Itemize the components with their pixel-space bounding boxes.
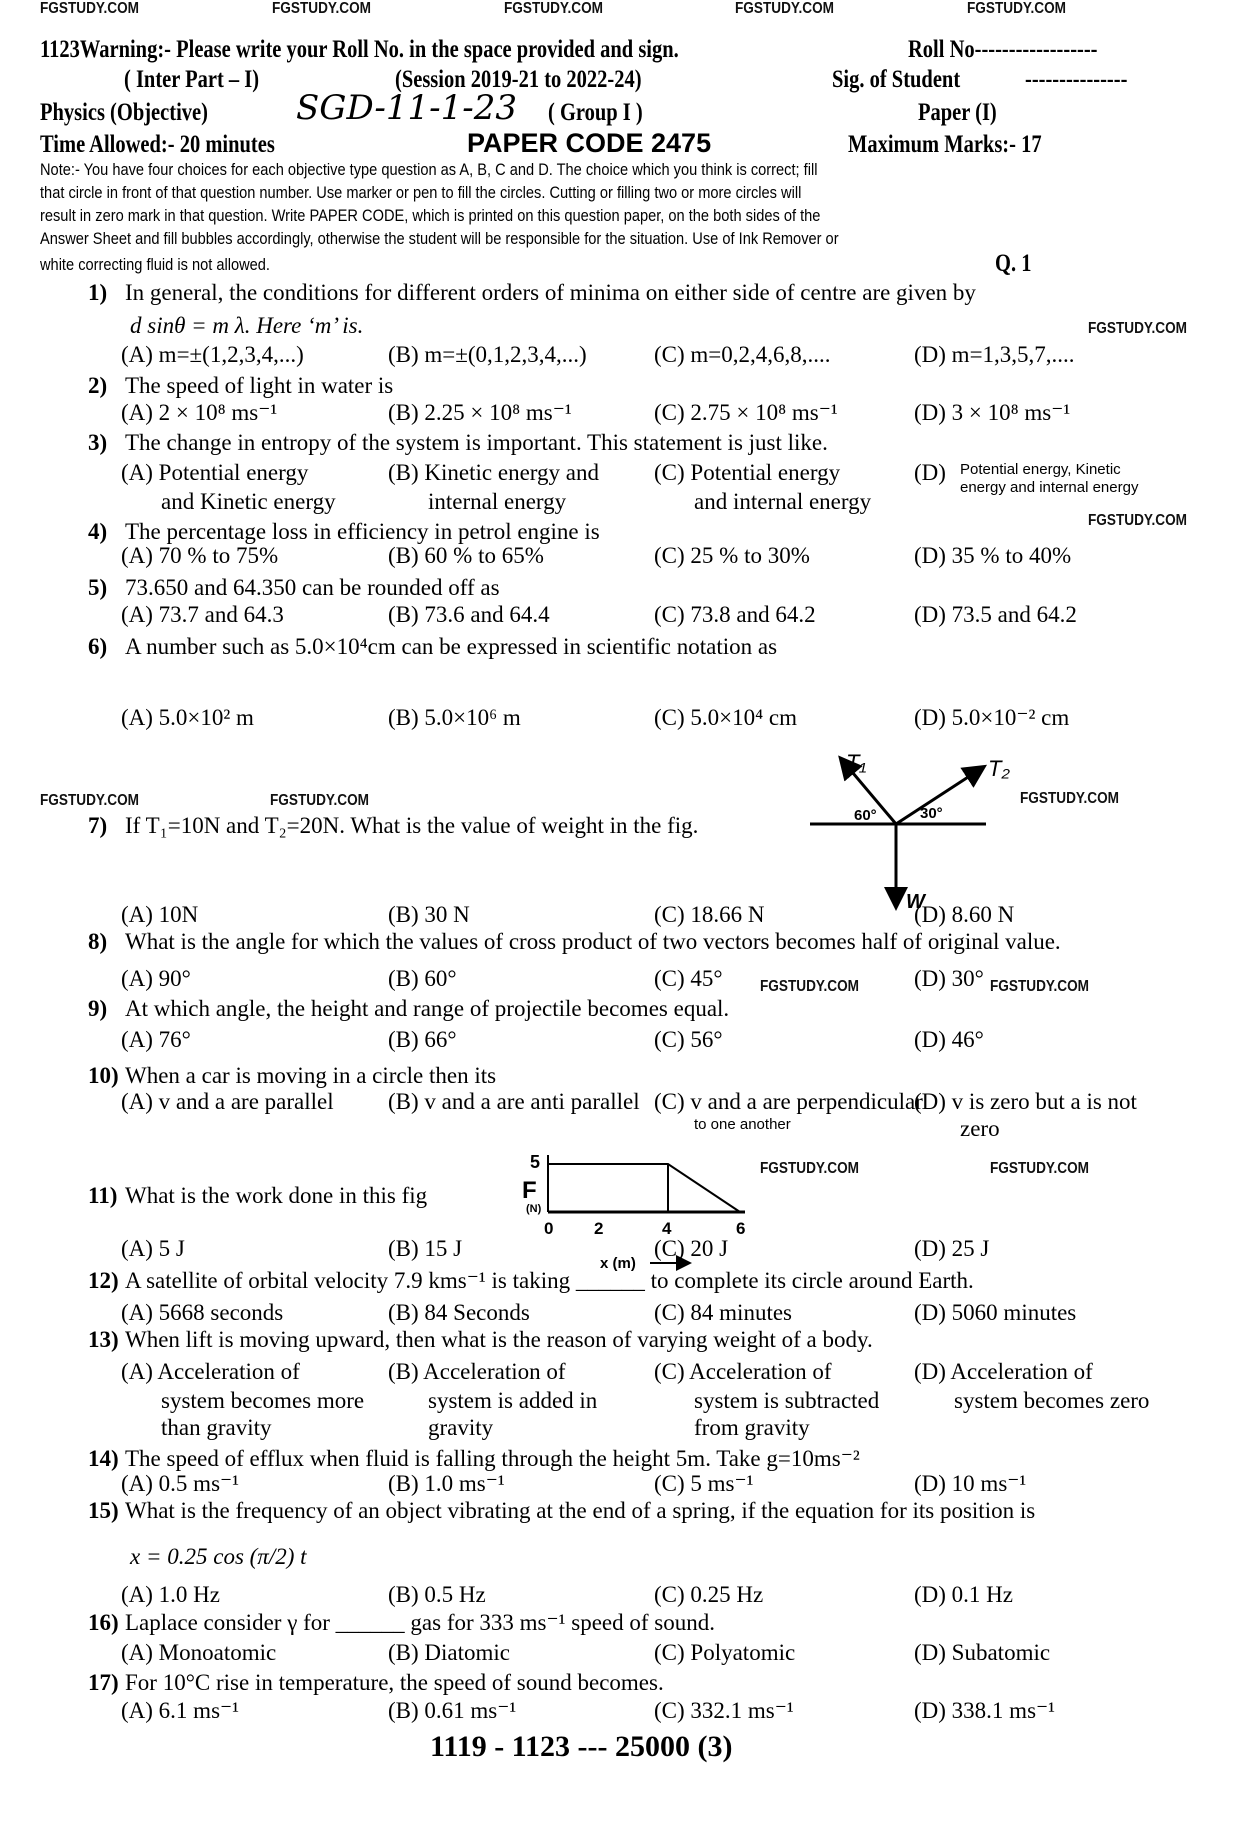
watermark: FGSTUDY.COM	[967, 0, 1066, 17]
subject: Physics (Objective)	[40, 99, 208, 126]
note-line: Answer Sheet and fill bubbles accordingly, otherwise the student will be responsible for the situation. Use of Ink Remover or	[40, 229, 839, 248]
watermark: FGSTUDY.COM	[1088, 512, 1187, 529]
option-b[interactable]: (B) v and a are anti parallel	[388, 1089, 640, 1114]
option-d-continued[interactable]: Potential energy, Kinetic energy and internal energy	[960, 461, 1139, 496]
option-c[interactable]: (C) 0.25 Hz	[654, 1582, 764, 1607]
question-number: 2)	[88, 373, 108, 398]
handwritten-date: SGD-11-1-23	[296, 88, 517, 128]
option-a[interactable]: (A) v and a are parallel	[121, 1089, 334, 1114]
question-text: In general, the conditions for different orders of minima on either side of centre are given by	[125, 280, 976, 305]
question-text: The speed of efflux when fluid is falling through the height 5m. Take g=10ms⁻²	[125, 1446, 860, 1471]
option-a[interactable]: (A) 6.1 ms⁻¹	[121, 1698, 240, 1723]
option-c-continued[interactable]: from gravity	[694, 1415, 810, 1440]
option-c[interactable]: (C) m=0,2,4,6,8,....	[654, 342, 831, 367]
force-curve	[548, 1164, 740, 1212]
question-label: Q. 1	[995, 250, 1032, 277]
option-a[interactable]: (A) 10N	[121, 902, 199, 927]
question-number: 5)	[88, 575, 108, 600]
option-c[interactable]: (C) Polyatomic	[654, 1640, 796, 1665]
watermark: FGSTUDY.COM	[504, 0, 603, 17]
x-tick-label: 6	[736, 1219, 746, 1238]
option-b[interactable]: (B) 60 % to 65%	[388, 543, 544, 568]
y-axis-label: F	[522, 1177, 537, 1204]
question-formula: x = 0.25 cos (π/2) t	[130, 1544, 307, 1569]
option-a[interactable]: (A) 5668 seconds	[121, 1300, 284, 1325]
option-a[interactable]: (A) 76°	[121, 1027, 191, 1052]
question-number: 4)	[88, 519, 108, 544]
watermark: FGSTUDY.COM	[760, 978, 859, 995]
option-d[interactable]: (D) 3 × 10⁸ ms⁻¹	[914, 400, 1071, 425]
option-d[interactable]: (D) 10 ms⁻¹	[914, 1471, 1027, 1496]
option-c[interactable]: (C) 73.8 and 64.2	[654, 602, 816, 627]
note-line: white correcting fluid is not allowed.	[40, 255, 270, 274]
question-number: 14)	[88, 1446, 119, 1471]
option-c[interactable]: (C) Potential energy	[654, 460, 841, 485]
option-b[interactable]: (B) 5.0×10⁶ m	[388, 705, 521, 730]
option-a[interactable]: (A) 2 × 10⁸ ms⁻¹	[121, 400, 278, 425]
option-a[interactable]: (A) Potential energy	[121, 460, 309, 485]
option-a[interactable]: (A) 73.7 and 64.3	[121, 602, 284, 627]
option-d[interactable]: (D) 35 % to 40%	[914, 543, 1072, 568]
question-text: What is the frequency of an object vibrating at the end of a spring, if the equation for its position is	[125, 1498, 1036, 1523]
watermark: FGSTUDY.COM	[272, 0, 371, 17]
option-d[interactable]: (D) Acceleration of	[914, 1359, 1093, 1384]
option-a[interactable]: (A) 5.0×10² m	[121, 705, 254, 730]
time-allowed: Time Allowed:- 20 minutes	[40, 131, 275, 158]
option-b[interactable]: (B) 60°	[388, 966, 457, 991]
watermark: FGSTUDY.COM	[990, 1160, 1089, 1177]
option-c[interactable]: (C) 20 J	[654, 1236, 729, 1261]
option-b[interactable]: (B) m=±(0,1,2,3,4,...)	[388, 342, 587, 367]
question-number: 9)	[88, 996, 108, 1021]
question-number: 12)	[88, 1268, 119, 1293]
question-number: 7)	[88, 813, 108, 838]
option-d[interactable]: (D) 5060 minutes	[914, 1300, 1077, 1325]
option-b[interactable]: (B) 73.6 and 64.4	[388, 602, 550, 627]
question-number: 17)	[88, 1670, 119, 1695]
option-c-continued[interactable]: and internal energy	[694, 489, 872, 514]
option-c[interactable]: (C) 5.0×10⁴ cm	[654, 705, 797, 730]
footer-code: 1119 - 1123 --- 25000 (3)	[430, 1730, 733, 1763]
option-a[interactable]: (A) Monoatomic	[121, 1640, 277, 1665]
option-a-continued[interactable]: than gravity	[161, 1415, 272, 1440]
watermark: FGSTUDY.COM	[735, 0, 834, 17]
option-d[interactable]: (D) m=1,3,5,7,....	[914, 342, 1075, 367]
option-c[interactable]: (C) Acceleration of	[654, 1359, 832, 1384]
option-b[interactable]: (B) 2.25 × 10⁸ ms⁻¹	[388, 400, 572, 425]
option-d[interactable]: (D) 5.0×10⁻² cm	[914, 705, 1070, 730]
option-a[interactable]: (A) m=±(1,2,3,4,...)	[121, 342, 304, 367]
note-line: Note:- You have four choices for each objective type question as A, B, C and D. The choice which you think is correct; fill	[40, 160, 818, 179]
option-c[interactable]: (C) 18.66 N	[654, 902, 765, 927]
t1-label: T₁	[846, 750, 867, 775]
watermark: FGSTUDY.COM	[1088, 320, 1187, 337]
paper-number: Paper (I)	[918, 99, 997, 126]
x-axis-label: x (m)	[600, 1255, 636, 1272]
option-c[interactable]: (C) 45°	[654, 966, 723, 991]
x-tick-label: 2	[594, 1219, 604, 1238]
watermark: FGSTUDY.COM	[1020, 790, 1119, 807]
option-d-continued[interactable]: system becomes zero	[954, 1388, 1150, 1413]
watermark: FGSTUDY.COM	[270, 792, 369, 809]
option-c-continued[interactable]: to one another	[694, 1116, 791, 1133]
option-b[interactable]: (B) Acceleration of	[388, 1359, 566, 1384]
option-d[interactable]: (D) 8.60 N	[914, 902, 1015, 927]
maximum-marks: Maximum Marks:- 17	[848, 131, 1042, 158]
weight-label: W	[906, 891, 925, 913]
question-number: 6)	[88, 634, 108, 659]
paper-code: PAPER CODE 2475	[467, 128, 712, 158]
x-tick-label: 0	[544, 1219, 554, 1238]
question-number: 1)	[88, 280, 108, 305]
option-d[interactable]: (D) v is zero but a is not	[914, 1089, 1137, 1114]
option-c[interactable]: (C) 56°	[654, 1027, 723, 1052]
angle-label: 30°	[920, 805, 943, 822]
question-text: For 10°C rise in temperature, the speed of sound becomes.	[125, 1670, 664, 1695]
option-d[interactable]: (D) 0.1 Hz	[914, 1582, 1013, 1607]
question-number: 8)	[88, 929, 108, 954]
watermark: FGSTUDY.COM	[990, 978, 1089, 995]
question-number: 3)	[88, 430, 108, 455]
signature-field[interactable]: ---------------	[1025, 66, 1128, 93]
option-b[interactable]: (B) 15 J	[388, 1236, 463, 1261]
y-tick-label: 5	[530, 1152, 541, 1172]
option-d[interactable]: (D) 30°	[914, 966, 984, 991]
option-b[interactable]: (B) Diatomic	[388, 1640, 510, 1665]
watermark: FGSTUDY.COM	[40, 0, 139, 17]
force-diagram	[810, 750, 1010, 915]
question-text: What is the angle for which the values of cross product of two vectors becomes half of original value.	[125, 929, 1061, 954]
session: (Session 2019-21 to 2022-24)	[395, 66, 642, 93]
question-text: A number such as 5.0×10⁴cm can be expressed in scientific notation as	[125, 634, 778, 659]
question-number: 13)	[88, 1327, 119, 1352]
option-a[interactable]: (A) 90°	[121, 966, 191, 991]
option-b[interactable]: (B) 1.0 ms⁻¹	[388, 1471, 505, 1496]
question-formula: d sinθ = m λ. Here ‘m’ is.	[130, 313, 364, 338]
angle-label: 60°	[854, 807, 877, 824]
question-text: The percentage loss in efficiency in petrol engine is	[125, 519, 600, 544]
option-c[interactable]: (C) 5 ms⁻¹	[654, 1471, 754, 1496]
option-c[interactable]: (C) 2.75 × 10⁸ ms⁻¹	[654, 400, 838, 425]
question-text: Laplace consider γ for ______ gas for 333 ms⁻¹ speed of sound.	[125, 1610, 716, 1635]
option-d-continued[interactable]: zero	[960, 1116, 1000, 1141]
group: ( Group I )	[548, 99, 643, 126]
question-text: 73.650 and 64.350 can be rounded off as	[125, 575, 500, 600]
watermark: FGSTUDY.COM	[760, 1160, 859, 1177]
question-text: What is the work done in this fig	[125, 1183, 428, 1208]
note-line: that circle in front of that question number. Use marker or pen to fill the circles. Cutting or filling two or more circles will	[40, 183, 802, 202]
option-a-continued[interactable]: and Kinetic energy	[161, 489, 336, 514]
option-b[interactable]: (B) 84 Seconds	[388, 1300, 530, 1325]
option-c[interactable]: (C) 25 % to 30%	[654, 543, 810, 568]
option-d[interactable]: (D)	[914, 460, 946, 485]
warning-text: 1123Warning:- Please write your Roll No. in the space provided and sign.	[40, 36, 679, 63]
question-text: If T₁=10N and T₂=20N. What is the value of weight in the fig.	[125, 813, 699, 838]
note-line: result in zero mark in that question. Write PAPER CODE, which is printed on this question paper, on the both sides of the	[40, 206, 821, 225]
option-d[interactable]: (D) 46°	[914, 1027, 984, 1052]
option-a[interactable]: (A) 1.0 Hz	[121, 1582, 220, 1607]
option-c[interactable]: (C) 332.1 ms⁻¹	[654, 1698, 794, 1723]
option-d[interactable]: (D) Subatomic	[914, 1640, 1051, 1665]
option-a[interactable]: (A) 0.5 ms⁻¹	[121, 1471, 240, 1496]
option-a-continued[interactable]: system becomes more	[161, 1388, 365, 1413]
question-text: When lift is moving upward, then what is the reason of varying weight of a body.	[125, 1327, 873, 1352]
option-b-continued[interactable]: system is added in	[428, 1388, 598, 1413]
question-number: 16)	[88, 1610, 119, 1635]
option-b[interactable]: (B) 66°	[388, 1027, 457, 1052]
option-a[interactable]: (A) Acceleration of	[121, 1359, 300, 1384]
question-text: When a car is moving in a circle then its	[125, 1063, 497, 1088]
question-number: 11)	[88, 1183, 118, 1208]
option-a[interactable]: (A) 5 J	[121, 1236, 185, 1261]
option-b[interactable]: (B) Kinetic energy and	[388, 460, 599, 485]
question-text: The speed of light in water is	[125, 373, 394, 398]
watermark: FGSTUDY.COM	[40, 792, 139, 809]
option-d[interactable]: (D) 73.5 and 64.2	[914, 602, 1077, 627]
question-number: 15)	[88, 1498, 119, 1523]
question-text: The change in entropy of the system is important. This statement is just like.	[125, 430, 828, 455]
option-c-continued[interactable]: system is subtracted	[694, 1388, 880, 1413]
option-b-continued[interactable]: internal energy	[428, 489, 567, 514]
option-b[interactable]: (B) 30 N	[388, 902, 470, 927]
question-number: 10)	[88, 1063, 119, 1088]
option-c[interactable]: (C) 84 minutes	[654, 1300, 792, 1325]
option-a[interactable]: (A) 70 % to 75%	[121, 543, 279, 568]
question-text: A satellite of orbital velocity 7.9 kms⁻¹ is taking ______ to complete its circle around Earth.	[125, 1268, 974, 1293]
t2-label: T₂	[988, 756, 1010, 781]
inter-part: ( Inter Part – I)	[124, 66, 260, 93]
option-b[interactable]: (B) 0.61 ms⁻¹	[388, 1698, 517, 1723]
force-displacement-graph	[500, 1150, 780, 1280]
question-text: At which angle, the height and range of projectile becomes equal.	[125, 996, 730, 1021]
y-axis-unit: (N)	[526, 1203, 542, 1215]
option-d[interactable]: (D) 25 J	[914, 1236, 990, 1261]
option-b-continued[interactable]: gravity	[428, 1415, 494, 1440]
x-tick-label: 4	[662, 1219, 672, 1238]
roll-no-field[interactable]: Roll No------------------	[908, 36, 1098, 63]
option-d[interactable]: (D) 338.1 ms⁻¹	[914, 1698, 1056, 1723]
signature-label: Sig. of Student	[832, 66, 961, 93]
option-b[interactable]: (B) 0.5 Hz	[388, 1582, 486, 1607]
option-c[interactable]: (C) v and a are perpendicular	[654, 1089, 923, 1114]
